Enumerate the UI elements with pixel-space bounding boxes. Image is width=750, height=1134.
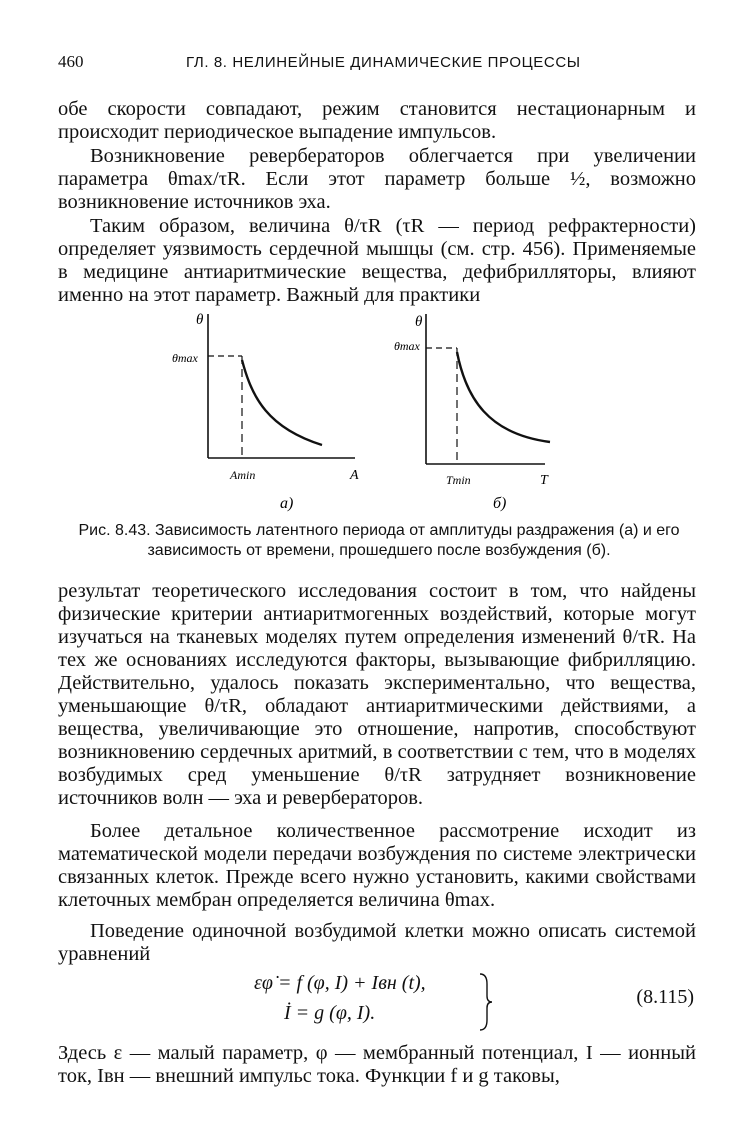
equation-number: (8.115) [636,986,694,1008]
paragraph-4: результат теоретического исследования состоит в том, что найдены физические критерии антиаритмогенных воздействий, которые могут изучаться на тканевых моделях путем определения изменений θ/τR. На тех же основаниях исследуются факторы, вызывающие фибрилляцию. Действительно, удалось показать экспериментально, что вещества, уменьшающие θ/τR, обладают антиаритмическими действиями, а вещества, увеличивающие это отношение, напротив, способствуют возникновению сердечных аритмий, в соответствии с тем, что в моделях возбудимых сред уменьшение θ/τR затрудняет возникновение источников волн — эха и ревербераторов. [58,580,696,809]
panel-a-a-min-label: Amin [230,468,256,482]
panel-a-letter: а) [280,495,294,512]
paragraph-1: обе скорости совпадают, режим становится нестационарным и происходит периодическое выпадение импульсов. [58,98,696,143]
panel-a-curve [242,360,322,445]
page-header [58,52,698,76]
figure-caption: Рис. 8.43. Зависимость латентного периода от амплитуды раздражения (а) и его зависимость от времени, прошедшего после возбуждения (б). [78,522,680,559]
panel-b-x-label: T [540,473,548,488]
panel-a [172,312,359,512]
figure-8-43 [150,306,600,516]
panel-a-y-label: θ [196,312,204,328]
panel-b-theta-max-label: θmax [394,339,420,353]
equation-line-2: İ = g (φ, I). [284,1002,376,1024]
panel-b-t-min-label: Tmin [446,473,471,487]
panel-b-curve [457,352,550,442]
equation-line-1: εφ̇ = f (φ, I) + Iвн (t), [254,972,426,994]
equation-brace [478,972,494,1032]
panel-b [394,314,550,512]
paragraph-3: Таким образом, величина θ/τR (τR — период рефрактерности) определяет уязвимость сердечной мышцы (см. стр. 456). Применяемые в медицине антиаритмические вещества, дефибрилляторы, влияют именно на этот параметр. Важный для практики [58,215,696,306]
panel-a-theta-max-label: θmax [172,351,198,365]
panel-b-letter: б) [493,495,507,512]
page-number: 460 [58,52,84,71]
paragraph-2: Возникновение ревербераторов облегчается при увеличении параметра θmax/τR. Если этот параметр больше ½, возможно возникновение источников эха. [58,145,696,213]
panel-b-y-label: θ [415,314,423,330]
running-title: ГЛ. 8. НЕЛИНЕЙНЫЕ ДИНАМИЧЕСКИЕ ПРОЦЕССЫ [186,54,581,71]
equation-8-115 [0,968,750,1038]
paragraph-6: Поведение одиночной возбудимой клетки можно описать системой уравнений [58,920,696,965]
paragraph-7: Здесь ε — малый параметр, φ — мембранный потенциал, I — ионный ток, Iвн — внешний импульс тока. Функции f и g таковы, [58,1042,696,1087]
paragraph-5: Более детальное количественное рассмотрение исходит из математической модели передачи возбуждения по системе электрически связанных клеток. Прежде всего нужно установить, какими свойствами клеточных мембран определяется величина θmax. [58,820,696,911]
panel-a-x-label: A [350,468,359,483]
